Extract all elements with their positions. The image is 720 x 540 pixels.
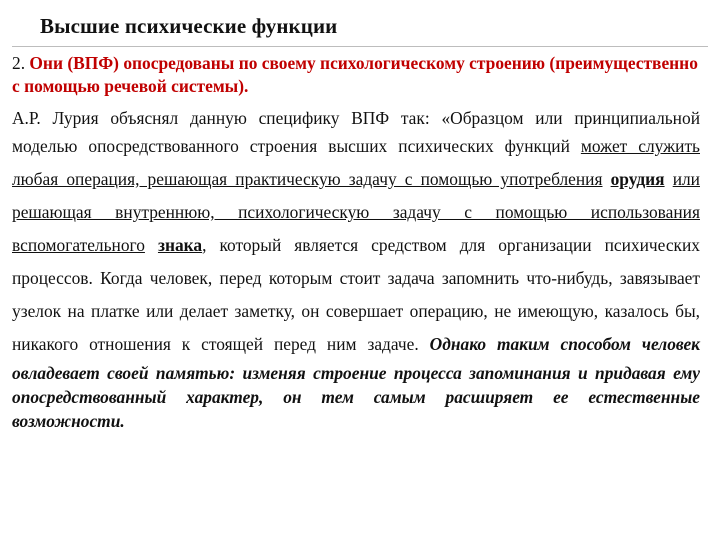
quote-conclusion: Однако таким способом человек овладевает своей памятью: изменяя строение процесса запоминания и придавая ему опосредствованный характер, он тем самым расширяет ее естественные возможности. <box>12 334 700 431</box>
tool-word: орудия <box>610 169 665 189</box>
point-2 <box>12 52 700 98</box>
quote-continuation: , который является средством для организации психических процессов. Когда человек, перед которым стоит задача запомнить что-нибудь, завязывает узелок на платке или делает заметку, он совершает операцию, не имеющую, казалось бы, никакого отношения к стоящей перед ним задаче. <box>12 235 700 354</box>
quote-underlined-2: или решающая внутреннюю, психологическую задачу с помощью использования вспомогательного <box>12 169 700 255</box>
luria-quote <box>12 106 700 433</box>
point-2-text: Они (ВПФ) опосредованы по своему психологическому строению (преимущественно с помощью речевой системы). <box>12 53 698 96</box>
slide-body <box>12 52 700 433</box>
point-number: 2. <box>12 53 26 73</box>
title-divider <box>12 46 708 47</box>
slide-title: Высшие психические функции <box>40 14 338 38</box>
quote-underlined-1: может служить любая операция, решающая практическую задачу с помощью употребления <box>12 136 700 189</box>
sign-word: знака <box>157 235 203 255</box>
quote-intro: А.Р. Лурия объяснял данную специфику ВПФ так: «Образцом или принципиальной моделью опосредствованного строения высших психических функций <box>12 108 700 156</box>
